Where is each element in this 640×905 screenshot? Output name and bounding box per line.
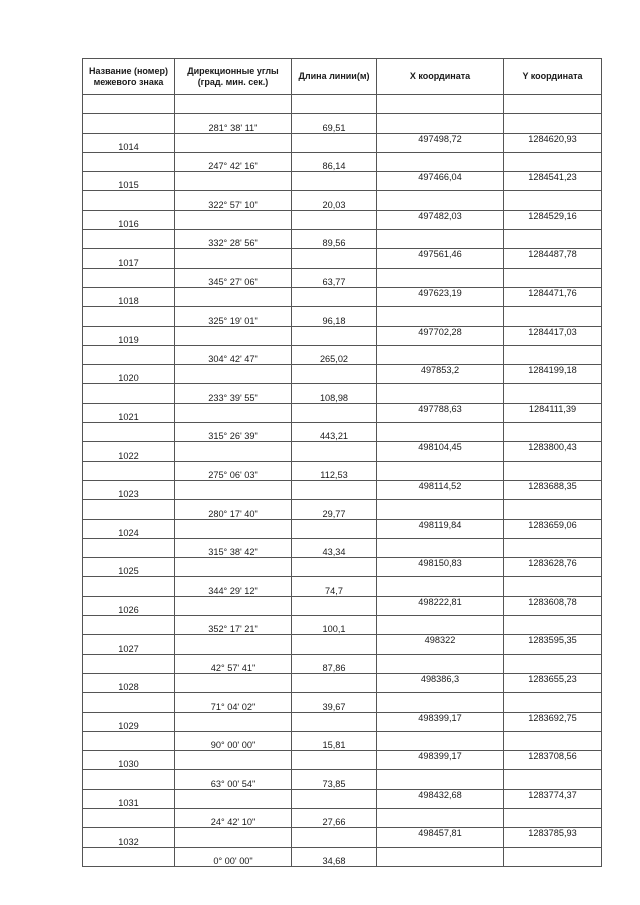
- y-coordinate-cell: 1284471,76: [504, 287, 602, 306]
- direction-angle-cell: 325° 19' 01": [175, 307, 292, 326]
- line-length-cell: 74,7: [292, 577, 377, 596]
- y-coordinate-cell: 1284111,39: [504, 403, 602, 422]
- empty-cell: [377, 654, 504, 673]
- empty-cell: [377, 307, 504, 326]
- line-length-cell: 86,14: [292, 152, 377, 171]
- line-row: [83, 152, 602, 171]
- empty-cell: [292, 751, 377, 770]
- y-coordinate-cell: 1283628,76: [504, 558, 602, 577]
- line-row: [83, 500, 602, 519]
- empty-cell: [83, 423, 175, 442]
- empty-cell: [83, 538, 175, 557]
- empty-cell: [377, 423, 504, 442]
- point-row: [83, 95, 602, 114]
- empty-cell: [292, 712, 377, 731]
- y-coordinate-cell: 1283608,78: [504, 596, 602, 615]
- direction-angle-cell: 63° 00' 54": [175, 770, 292, 789]
- direction-angle-cell: 90° 00' 00": [175, 731, 292, 750]
- x-coordinate-cell: 498150,83: [377, 558, 504, 577]
- empty-cell: [175, 712, 292, 731]
- line-row: [83, 191, 602, 210]
- direction-angle-cell: 233° 39' 55": [175, 384, 292, 403]
- direction-angle-cell: 345° 27' 06": [175, 268, 292, 287]
- x-coordinate-cell: 498119,84: [377, 519, 504, 538]
- header-row: [83, 59, 602, 95]
- empty-cell: [292, 172, 377, 191]
- survey-table-body: [83, 95, 602, 867]
- point-row: [83, 403, 602, 422]
- empty-cell: [377, 345, 504, 364]
- empty-cell: [83, 808, 175, 827]
- direction-angle-cell: 332° 28' 56": [175, 230, 292, 249]
- point-name-cell: [83, 95, 175, 114]
- empty-cell: [504, 654, 602, 673]
- empty-cell: [175, 326, 292, 345]
- empty-cell: [175, 828, 292, 847]
- point-name-cell: 1015: [83, 172, 175, 191]
- x-coordinate-cell: 498399,17: [377, 712, 504, 731]
- empty-cell: [504, 770, 602, 789]
- empty-cell: [292, 480, 377, 499]
- point-row: [83, 365, 602, 384]
- point-name-cell: 1028: [83, 673, 175, 692]
- y-coordinate-cell: 1283785,93: [504, 828, 602, 847]
- empty-cell: [83, 152, 175, 171]
- x-coordinate-cell: 498222,81: [377, 596, 504, 615]
- empty-cell: [377, 731, 504, 750]
- empty-cell: [83, 693, 175, 712]
- empty-cell: [175, 210, 292, 229]
- line-length-cell: 87,86: [292, 654, 377, 673]
- x-coordinate-cell: 498322: [377, 635, 504, 654]
- direction-angle-cell: 280° 17' 40": [175, 500, 292, 519]
- empty-cell: [292, 326, 377, 345]
- x-coordinate-cell: 497702,28: [377, 326, 504, 345]
- line-row: [83, 461, 602, 480]
- point-name-cell: 1022: [83, 442, 175, 461]
- x-coordinate-cell: 497623,19: [377, 287, 504, 306]
- empty-cell: [504, 847, 602, 866]
- empty-cell: [83, 654, 175, 673]
- direction-angle-cell: 42° 57' 41": [175, 654, 292, 673]
- empty-cell: [377, 577, 504, 596]
- line-row: [83, 808, 602, 827]
- empty-cell: [83, 114, 175, 133]
- direction-angle-cell: 71° 04' 02": [175, 693, 292, 712]
- point-row: [83, 635, 602, 654]
- empty-cell: [175, 789, 292, 808]
- empty-cell: [504, 461, 602, 480]
- point-row: [83, 673, 602, 692]
- direction-angle-cell: 304° 42' 47": [175, 345, 292, 364]
- line-length-cell: 443,21: [292, 423, 377, 442]
- empty-cell: [83, 307, 175, 326]
- empty-cell: [175, 133, 292, 152]
- empty-cell: [292, 635, 377, 654]
- y-coordinate-cell: 1283655,23: [504, 673, 602, 692]
- line-length-cell: 15,81: [292, 731, 377, 750]
- header-direction-angle: Дирекционные углы (град. мин. сек.): [175, 59, 292, 95]
- empty-cell: [175, 596, 292, 615]
- empty-cell: [292, 403, 377, 422]
- point-row: [83, 326, 602, 345]
- empty-cell: [377, 268, 504, 287]
- empty-cell: [83, 268, 175, 287]
- point-name-cell: 1021: [83, 403, 175, 422]
- empty-cell: [504, 500, 602, 519]
- x-coordinate-cell: 498399,17: [377, 751, 504, 770]
- empty-cell: [504, 577, 602, 596]
- empty-cell: [83, 500, 175, 519]
- direction-angle-cell: 322° 57' 10": [175, 191, 292, 210]
- point-name-cell: 1032: [83, 828, 175, 847]
- empty-cell: [377, 616, 504, 635]
- point-name-cell: 1024: [83, 519, 175, 538]
- point-name-cell: 1023: [83, 480, 175, 499]
- empty-cell: [83, 384, 175, 403]
- x-coordinate-cell: 498457,81: [377, 828, 504, 847]
- empty-cell: [83, 616, 175, 635]
- direction-angle-cell: 315° 38' 42": [175, 538, 292, 557]
- point-name-cell: 1025: [83, 558, 175, 577]
- empty-cell: [504, 191, 602, 210]
- empty-cell: [83, 577, 175, 596]
- x-coordinate-cell: 497561,46: [377, 249, 504, 268]
- y-coordinate-cell: 1283688,35: [504, 480, 602, 499]
- empty-cell: [83, 770, 175, 789]
- y-coordinate-cell: [504, 95, 602, 114]
- line-length-cell: 265,02: [292, 345, 377, 364]
- line-length-cell: 108,98: [292, 384, 377, 403]
- line-length-cell: 34,68: [292, 847, 377, 866]
- empty-cell: [83, 345, 175, 364]
- empty-cell: [504, 345, 602, 364]
- line-row: [83, 114, 602, 133]
- line-length-cell: 112,53: [292, 461, 377, 480]
- line-length-cell: 29,77: [292, 500, 377, 519]
- empty-cell: [504, 423, 602, 442]
- point-row: [83, 828, 602, 847]
- empty-cell: [83, 847, 175, 866]
- empty-cell: [377, 461, 504, 480]
- line-row: [83, 230, 602, 249]
- line-row: [83, 577, 602, 596]
- empty-cell: [175, 558, 292, 577]
- empty-cell: [175, 365, 292, 384]
- line-length-cell: 73,85: [292, 770, 377, 789]
- empty-cell: [504, 538, 602, 557]
- y-coordinate-cell: 1283774,37: [504, 789, 602, 808]
- line-row: [83, 731, 602, 750]
- line-row: [83, 616, 602, 635]
- point-name-cell: 1016: [83, 210, 175, 229]
- line-length-cell: 43,34: [292, 538, 377, 557]
- empty-cell: [292, 828, 377, 847]
- y-coordinate-cell: 1284529,16: [504, 210, 602, 229]
- empty-cell: [175, 635, 292, 654]
- empty-cell: [504, 152, 602, 171]
- empty-cell: [377, 384, 504, 403]
- point-row: [83, 751, 602, 770]
- line-row: [83, 307, 602, 326]
- x-coordinate-cell: 498114,52: [377, 480, 504, 499]
- point-row: [83, 480, 602, 499]
- point-row: [83, 172, 602, 191]
- x-coordinate-cell: 498386,3: [377, 673, 504, 692]
- empty-cell: [175, 249, 292, 268]
- empty-cell: [504, 693, 602, 712]
- empty-cell: [83, 191, 175, 210]
- empty-cell: [504, 384, 602, 403]
- empty-cell: [377, 114, 504, 133]
- empty-cell: [504, 616, 602, 635]
- line-row: [83, 654, 602, 673]
- y-coordinate-cell: 1284199,18: [504, 365, 602, 384]
- point-row: [83, 596, 602, 615]
- line-length-cell: 39,67: [292, 693, 377, 712]
- line-row: [83, 538, 602, 557]
- direction-angle-cell: 0° 00' 00": [175, 847, 292, 866]
- y-coordinate-cell: 1284487,78: [504, 249, 602, 268]
- empty-cell: [377, 230, 504, 249]
- line-row: [83, 268, 602, 287]
- y-coordinate-cell: 1283595,35: [504, 635, 602, 654]
- empty-cell: [292, 287, 377, 306]
- point-name-cell: 1019: [83, 326, 175, 345]
- point-name-cell: 1031: [83, 789, 175, 808]
- point-name-cell: 1029: [83, 712, 175, 731]
- empty-cell: [175, 751, 292, 770]
- empty-cell: [504, 230, 602, 249]
- line-row: [83, 693, 602, 712]
- empty-cell: [292, 365, 377, 384]
- line-length-cell: 69,51: [292, 114, 377, 133]
- empty-cell: [504, 808, 602, 827]
- point-name-cell: 1014: [83, 133, 175, 152]
- line-length-cell: 96,18: [292, 307, 377, 326]
- point-row: [83, 249, 602, 268]
- empty-cell: [175, 519, 292, 538]
- empty-cell: [83, 230, 175, 249]
- empty-cell: [292, 519, 377, 538]
- empty-cell: [292, 558, 377, 577]
- direction-angle-cell: 315° 26' 39": [175, 423, 292, 442]
- empty-cell: [377, 808, 504, 827]
- point-row: [83, 712, 602, 731]
- line-length-cell: 20,03: [292, 191, 377, 210]
- empty-cell: [377, 847, 504, 866]
- empty-cell: [175, 673, 292, 692]
- direction-angle-cell: 281° 38' 11": [175, 114, 292, 133]
- empty-cell: [175, 480, 292, 499]
- y-coordinate-cell: 1283692,75: [504, 712, 602, 731]
- point-name-cell: 1027: [83, 635, 175, 654]
- empty-cell: [377, 152, 504, 171]
- empty-cell: [504, 268, 602, 287]
- header-line-length: Длина линии(м): [292, 59, 377, 95]
- y-coordinate-cell: 1284541,23: [504, 172, 602, 191]
- point-name-cell: 1020: [83, 365, 175, 384]
- empty-cell: [175, 403, 292, 422]
- survey-table: [82, 58, 602, 867]
- empty-cell: [175, 442, 292, 461]
- direction-angle-cell: 24° 42' 10": [175, 808, 292, 827]
- line-row: [83, 384, 602, 403]
- point-row: [83, 789, 602, 808]
- point-row: [83, 133, 602, 152]
- empty-cell: [175, 172, 292, 191]
- header-x-coordinate: X координата: [377, 59, 504, 95]
- point-name-cell: 1026: [83, 596, 175, 615]
- empty-cell: [504, 307, 602, 326]
- point-name-cell: 1017: [83, 249, 175, 268]
- x-coordinate-cell: [377, 95, 504, 114]
- line-row: [83, 770, 602, 789]
- line-length-cell: 63,77: [292, 268, 377, 287]
- point-row: [83, 442, 602, 461]
- line-row: [83, 423, 602, 442]
- point-row: [83, 519, 602, 538]
- point-name-cell: 1030: [83, 751, 175, 770]
- x-coordinate-cell: 498104,45: [377, 442, 504, 461]
- empty-cell: [292, 442, 377, 461]
- direction-angle-cell: 275° 06' 03": [175, 461, 292, 480]
- empty-cell: [377, 693, 504, 712]
- empty-cell: [83, 461, 175, 480]
- empty-cell: [175, 287, 292, 306]
- header-point-name: Название (номер) межевого знака: [83, 59, 175, 95]
- point-row: [83, 210, 602, 229]
- empty-cell: [292, 210, 377, 229]
- empty-cell: [292, 249, 377, 268]
- x-coordinate-cell: 497482,03: [377, 210, 504, 229]
- empty-cell: [377, 538, 504, 557]
- x-coordinate-cell: 498432,68: [377, 789, 504, 808]
- empty-cell: [292, 95, 377, 114]
- x-coordinate-cell: 497466,04: [377, 172, 504, 191]
- empty-cell: [175, 95, 292, 114]
- header-y-coordinate: Y координата: [504, 59, 602, 95]
- point-row: [83, 558, 602, 577]
- direction-angle-cell: 352° 17' 21": [175, 616, 292, 635]
- y-coordinate-cell: 1283659,06: [504, 519, 602, 538]
- x-coordinate-cell: 497788,63: [377, 403, 504, 422]
- y-coordinate-cell: 1283800,43: [504, 442, 602, 461]
- x-coordinate-cell: 497853,2: [377, 365, 504, 384]
- direction-angle-cell: 247° 42' 16": [175, 152, 292, 171]
- empty-cell: [504, 731, 602, 750]
- line-length-cell: 27,66: [292, 808, 377, 827]
- y-coordinate-cell: 1284620,93: [504, 133, 602, 152]
- empty-cell: [292, 673, 377, 692]
- survey-sheet: [82, 58, 602, 867]
- direction-angle-cell: 344° 29' 12": [175, 577, 292, 596]
- empty-cell: [504, 114, 602, 133]
- line-length-cell: 89,56: [292, 230, 377, 249]
- line-row: [83, 345, 602, 364]
- empty-cell: [292, 133, 377, 152]
- empty-cell: [292, 789, 377, 808]
- y-coordinate-cell: 1284417,03: [504, 326, 602, 345]
- empty-cell: [377, 191, 504, 210]
- x-coordinate-cell: 497498,72: [377, 133, 504, 152]
- empty-cell: [377, 500, 504, 519]
- empty-cell: [377, 770, 504, 789]
- empty-cell: [292, 596, 377, 615]
- line-row: [83, 847, 602, 866]
- point-row: [83, 287, 602, 306]
- empty-cell: [83, 731, 175, 750]
- line-length-cell: 100,1: [292, 616, 377, 635]
- point-name-cell: 1018: [83, 287, 175, 306]
- y-coordinate-cell: 1283708,56: [504, 751, 602, 770]
